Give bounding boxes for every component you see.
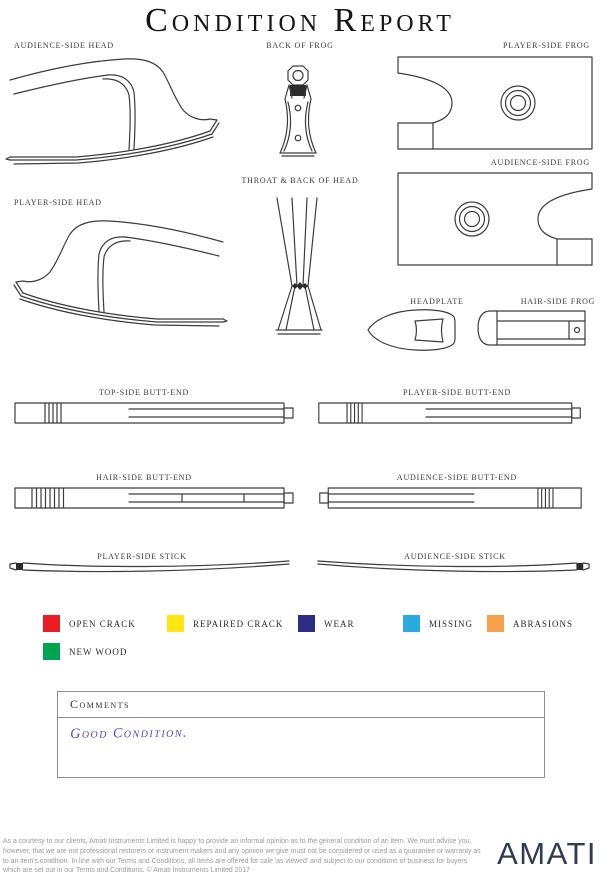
top-side-butt-end-drawing <box>12 400 297 426</box>
comments-box <box>57 691 545 778</box>
legend-item-missing <box>403 615 473 632</box>
label-player-side-frog: PLAYER-SIDE FROG <box>503 41 590 50</box>
back-of-frog-drawing <box>277 64 321 160</box>
label-hair-side-butt-end: HAIR-SIDE BUTT-END <box>96 473 192 482</box>
legend-item-open-crack <box>43 615 136 632</box>
wear-swatch <box>298 615 315 632</box>
legend-item-repaired-crack <box>167 615 283 632</box>
legend-item-abrasions <box>487 615 573 632</box>
audience-side-head-drawing <box>4 54 229 172</box>
legend-label: WEAR <box>324 618 355 629</box>
player-side-stick-drawing <box>8 559 293 575</box>
player-side-head-drawing <box>4 216 229 334</box>
comments-heading: Comments <box>58 692 544 718</box>
audience-side-frog-drawing <box>395 171 595 267</box>
legend-item-wear <box>298 615 355 632</box>
throat-back-of-head-drawing <box>264 192 336 342</box>
repaired-crack-swatch <box>167 615 184 632</box>
hair-side-butt-end-drawing <box>12 485 297 511</box>
missing-swatch <box>403 615 420 632</box>
label-audience-side-butt-end: AUDIENCE-SIDE BUTT-END <box>396 473 518 482</box>
audience-side-stick-drawing <box>314 559 591 575</box>
legend-item-new-wood <box>43 643 127 660</box>
audience-side-butt-end-drawing <box>316 485 584 511</box>
label-top-side-butt-end: TOP-SIDE BUTT-END <box>98 388 190 397</box>
label-audience-side-head: AUDIENCE-SIDE HEAD <box>14 41 114 50</box>
label-audience-side-frog: AUDIENCE-SIDE FROG <box>490 158 590 167</box>
label-back-of-frog: BACK OF FROG <box>266 41 334 50</box>
legend-label: ABRASIONS <box>513 618 574 629</box>
legend-label: OPEN CRACK <box>69 618 136 629</box>
legend-label: NEW WOOD <box>69 646 128 657</box>
label-player-side-butt-end: PLAYER-SIDE BUTT-END <box>402 388 512 397</box>
player-side-frog-drawing <box>395 55 595 151</box>
amati-logo: AMATI <box>497 836 597 871</box>
abrasions-swatch <box>487 615 504 632</box>
hair-side-frog-drawing <box>476 309 588 347</box>
label-headplate: HEADPLATE <box>410 297 464 306</box>
page-title: Condition Report <box>145 2 455 39</box>
headplate-drawing <box>366 306 458 352</box>
player-side-butt-end-drawing <box>316 400 584 426</box>
label-player-side-stick: PLAYER-SIDE STICK <box>97 552 187 561</box>
comments-handwritten-value[interactable]: Good Condition. <box>70 725 189 742</box>
label-throat-back-of-head: THROAT & BACK OF HEAD <box>241 176 359 185</box>
legend-label: REPAIRED CRACK <box>193 618 284 629</box>
legend-label: MISSING <box>429 618 474 629</box>
label-player-side-head: PLAYER-SIDE HEAD <box>14 198 102 207</box>
label-hair-side-frog: HAIR-SIDE FROG <box>520 297 596 306</box>
new-wood-swatch <box>43 643 60 660</box>
open-crack-swatch <box>43 615 60 632</box>
label-audience-side-stick: AUDIENCE-SIDE STICK <box>404 552 506 561</box>
footer-disclaimer: As a courtesy to our clients, Amati Instruments Limited is happy to provide an informal opinion as to the general condition of an item. We must advise you, however, that we are not professional restorers or instrument makers and any opinion we give must not be considered or used as a guarantee or warranty as to an item's condition. In line with our Terms and Conditions, all items are offered for sale 'as viewed' and subject to our conditions of business for buyers which are set out in our Terms and Conditions. © Amati Instruments Limited 2017 <box>3 838 481 875</box>
